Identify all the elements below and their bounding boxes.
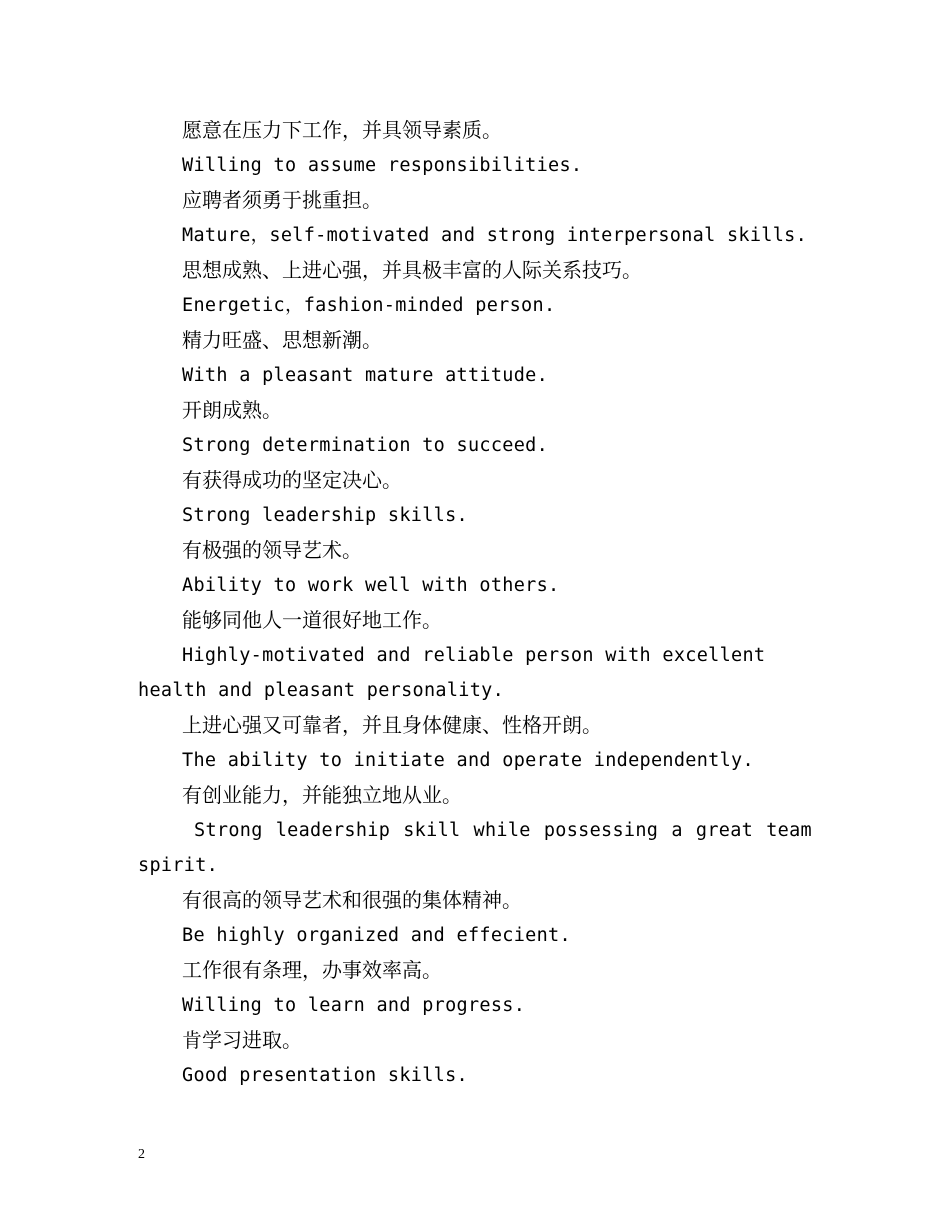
text-line: 能够同他人一道很好地工作。 bbox=[182, 608, 442, 632]
page-number: 2 bbox=[138, 1147, 145, 1162]
text-line: Strong determination to succeed. bbox=[182, 435, 549, 456]
text-line: Good presentation skills. bbox=[182, 1065, 468, 1086]
text-line: 有获得成功的坚定决心。 bbox=[182, 468, 402, 492]
text-line: 有极强的领导艺术。 bbox=[182, 538, 362, 562]
text-line: 开朗成熟。 bbox=[182, 398, 282, 422]
text-line: Energetic，fashion-minded person. bbox=[182, 295, 556, 316]
text-line: The ability to initiate and operate independently. bbox=[182, 750, 754, 771]
text-line: Strong leadership skills. bbox=[182, 505, 468, 526]
text-line: 肯学习进取。 bbox=[182, 1028, 302, 1052]
text-line: 工作很有条理，办事效率高。 bbox=[182, 958, 442, 982]
text-line: Highly-motivated and reliable person with excellent health and pleasant personality. bbox=[138, 645, 766, 701]
text-line: 上进心强又可靠者，并且身体健康、性格开朗。 bbox=[182, 713, 602, 737]
text-line: 精力旺盛、思想新潮。 bbox=[182, 328, 382, 352]
text-line: 思想成熟、上进心强，并具极丰富的人际关系技巧。 bbox=[182, 258, 642, 282]
text-line: With a pleasant mature attitude. bbox=[182, 365, 549, 386]
text-line: Be highly organized and effecient. bbox=[182, 925, 571, 946]
text-line: 有很高的领导艺术和很强的集体精神。 bbox=[182, 888, 522, 912]
text-line: Willing to assume responsibilities. bbox=[182, 155, 583, 176]
text-line: 有创业能力，并能独立地从业。 bbox=[182, 783, 462, 807]
text-line: 应聘者须勇于挑重担。 bbox=[182, 188, 382, 212]
text-line: Strong leadership skill while possessing a great team spirit. bbox=[138, 820, 812, 876]
text-line: Willing to learn and progress. bbox=[182, 995, 526, 1016]
document-body bbox=[138, 113, 812, 1093]
text-line: Mature，self-motivated and strong interpersonal skills. bbox=[182, 225, 808, 246]
text-line: Ability to work well with others. bbox=[182, 575, 560, 596]
text-line: 愿意在压力下工作，并具领导素质。 bbox=[182, 118, 502, 142]
